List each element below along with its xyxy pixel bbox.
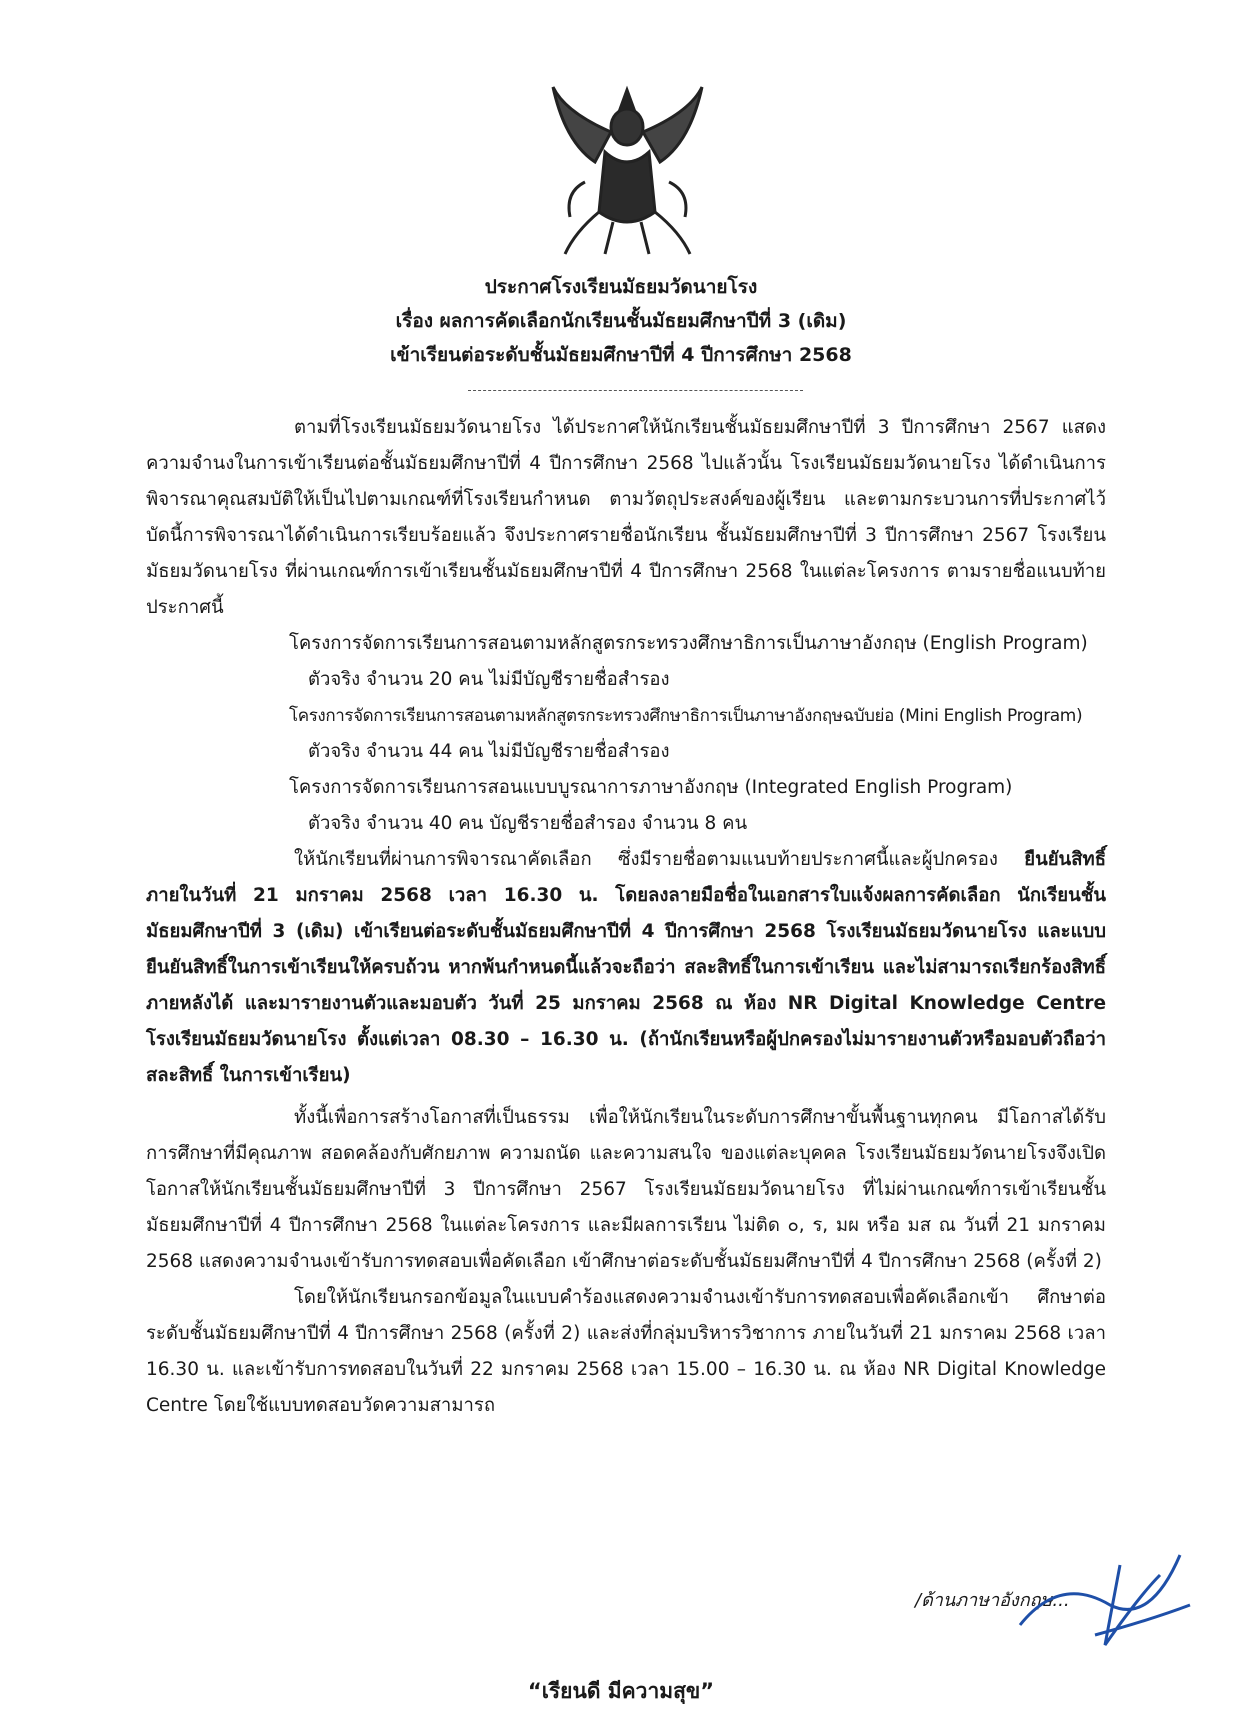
program-2-name: โครงการจัดการเรียนการสอนตามหลักสูตรกระทรวงศึกษาธิการเป็นภาษาอังกฤษฉบับย่อ (Mini English Program) [289,706,1083,726]
paragraph-3: ทั้งนี้เพื่อการสร้างโอกาสที่เป็นธรรม เพื่อให้นักเรียนในระดับการศึกษาขั้นพื้นฐานทุกคน มีโอกาสได้รับการศึกษาที่มีคุณภาพ สอดคล้องกับศักยภาพ ความถนัด และความสนใจ ของแต่ละบุคคล โรงเรียนมัธยมวัดนายโรงจึงเปิดโอกาสให้นักเรียนชั้นมัธยมศึกษาปีที่ 3 ปีการศึกษา 2567 โรงเรียนมัธยมวัดนายโรง ที่ไม่ผ่านเกณฑ์การเข้าเรียนชั้นมัธยมศึกษาปีที่ 4 ปีการศึกษา 2568 ในแต่ละโครงการ และมีผลการเรียน ไม่ติด ๐, ร, มผ หรือ มส ณ วันที่ 21 มกราคม 2568 แสดงความจำนงเข้ารับการทดสอบเพื่อคัดเลือก เข้าศึกษาต่อระดับชั้นมัธยมศึกษาปีที่ 4 ปีการศึกษา 2568 (ครั้งที่ 2) [146,1107,1106,1272]
program-2-count: ตัวจริง จำนวน 44 คน ไม่มีบัญชีรายชื่อสำรอง [308,741,670,762]
paragraph-2-start: ให้นักเรียนที่ผ่านการพิจารณาคัดเลือก ซึ่งมีรายชื่อตามแนบท้ายประกาศนี้และผู้ปกครอง [294,849,998,870]
signature-icon [1000,1535,1200,1655]
divider [468,390,803,391]
school-slogan: “เรียนดี มีความสุข” [527,1679,715,1703]
garuda-emblem-icon [545,82,710,257]
announcement-title [0,270,1242,372]
paragraph-2-bold: ยืนยันสิทธิ์ภายในวันที่ 21 มกราคม 2568 เวลา 16.30 น. โดยลงลายมือชื่อในเอกสารใบแจ้งผลการคัดเลือก นักเรียนชั้นมัธยมศึกษาปีที่ 3 (เดิม) เข้าเรียนต่อระดับชั้นมัธยมศึกษาปีที่ 4 ปีการศึกษา 2568 โรงเรียนมัธยมวัดนายโรง และแบบยืนยันสิทธิ์ในการเข้าเรียนให้ครบถ้วน หากพ้นกำหนดนี้แล้วจะถือว่า สละสิทธิ์ในการเข้าเรียน และไม่สามารถเรียกร้องสิทธิ์ภายหลังได้ และมารายงานตัวและมอบตัว วันที่ 25 มกราคม 2568 ณ ห้อง NR Digital Knowledge Centre โรงเรียนมัธยมวัดนายโรง ตั้งแต่เวลา 08.30 – 16.30 น. (ถ้านักเรียนหรือผู้ปกครองไม่มารายงานตัวหรือมอบตัวถือว่าสละสิทธิ์ ในการเข้าเรียน) [146,849,1106,1086]
continued-note: /ด้านภาษาอังกฤษ... [915,1590,1070,1611]
title-line-3: เข้าเรียนต่อระดับชั้นมัธยมศึกษาปีที่ 4 ปีการศึกษา 2568 [390,344,852,366]
title-line-2: เรื่อง ผลการคัดเลือกนักเรียนชั้นมัธยมศึกษาปีที่ 3 (เดิม) [395,310,847,332]
program-3-name: โครงการจัดการเรียนการสอนแบบบูรณาการภาษาอังกฤษ (Integrated English Program) [289,777,1013,798]
program-1-name: โครงการจัดการเรียนการสอนตามหลักสูตรกระทรวงศึกษาธิการเป็นภาษาอังกฤษ (English Program) [289,633,1088,654]
program-3-count: ตัวจริง จำนวน 40 คน บัญชีรายชื่อสำรอง จำนวน 8 คน [308,813,748,834]
document-body [146,410,1106,1424]
paragraph-1: ตามที่โรงเรียนมัธยมวัดนายโรง ได้ประกาศให้นักเรียนชั้นมัธยมศึกษาปีที่ 3 ปีการศึกษา 2567 แสดงความจำนงในการเข้าเรียนต่อชั้นมัธยมศึกษาปีที่ 4 ปีการศึกษา 2568 ไปแล้วนั้น โรงเรียนมัธยมวัดนายโรง ได้ดำเนินการพิจารณาคุณสมบัติให้เป็นไปตามเกณฑ์ที่โรงเรียนกำหนด ตามวัตถุประสงค์ของผู้เรียน และตามกระบวนการที่ประกาศไว้ บัดนี้การพิจารณาได้ดำเนินการเรียบร้อยแล้ว จึงประกาศรายชื่อนักเรียน ชั้นมัธยมศึกษาปีที่ 3 ปีการศึกษา 2567 โรงเรียนมัธยมวัดนายโรง ที่ผ่านเกณฑ์การเข้าเรียนชั้นมัธยมศึกษาปีที่ 4 ปีการศึกษา 2568 ในแต่ละโครงการ ตามรายชื่อแนบท้ายประกาศนี้ [146,417,1106,618]
title-line-1: ประกาศโรงเรียนมัธยมวัดนายโรง [484,276,758,298]
paragraph-4: โดยให้นักเรียนกรอกข้อมูลในแบบคำร้องแสดงความจำนงเข้ารับการทดสอบเพื่อคัดเลือกเข้า ศึกษาต่อระดับชั้นมัธยมศึกษาปีที่ 4 ปีการศึกษา 2568 (ครั้งที่ 2) และส่งที่กลุ่มบริหารวิชาการ ภายในวันที่ 21 มกราคม 2568 เวลา 16.30 น. และเข้ารับการทดสอบในวันที่ 22 มกราคม 2568 เวลา 15.00 – 16.30 น. ณ ห้อง NR Digital Knowledge Centre โดยใช้แบบทดสอบวัดความสามารถ [146,1287,1106,1416]
program-1-count: ตัวจริง จำนวน 20 คน ไม่มีบัญชีรายชื่อสำรอง [308,669,670,690]
paragraph-2 [146,842,1106,1094]
